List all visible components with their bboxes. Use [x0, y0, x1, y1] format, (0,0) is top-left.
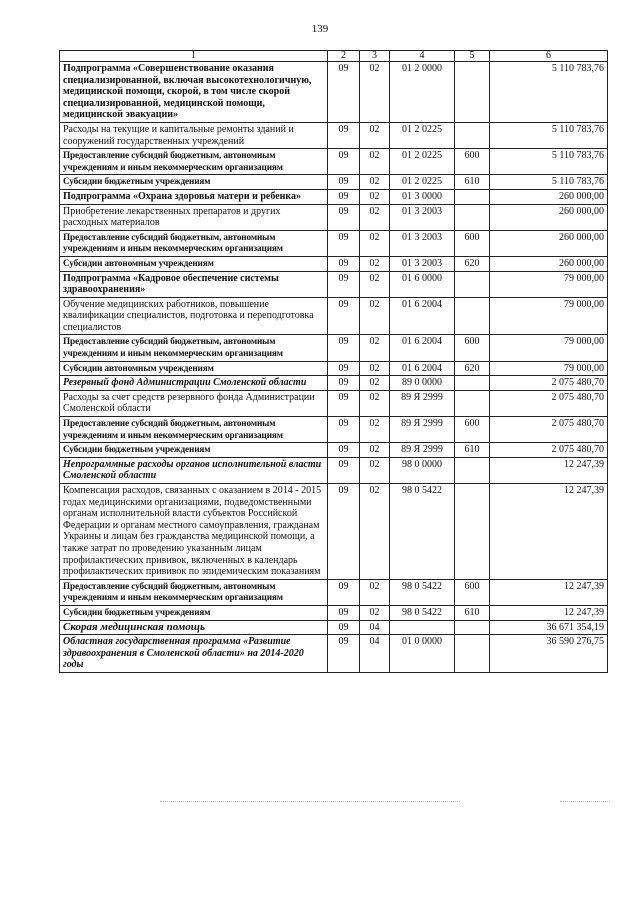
subsection-code-cell: 02	[360, 443, 390, 458]
table-header-row	[60, 51, 608, 62]
amount-cell: 260 000,00	[490, 230, 608, 256]
subsection-code-cell: 02	[360, 579, 390, 605]
subsection-code-cell: 04	[360, 620, 390, 635]
header-cell: 3	[360, 51, 390, 62]
amount-cell: 79 000,00	[490, 361, 608, 376]
section-code-cell: 09	[328, 122, 360, 148]
target-article-cell: 01 3 2003	[390, 204, 455, 230]
target-article-cell: 01 3 0000	[390, 189, 455, 204]
amount-cell: 36 590 276,75	[490, 635, 608, 673]
scan-artifact-line	[160, 801, 460, 802]
expense-type-cell	[455, 204, 490, 230]
section-code-cell: 09	[328, 361, 360, 376]
row-name-cell: Субсидии бюджетным учреждениям	[60, 443, 328, 458]
section-code-cell: 09	[328, 417, 360, 443]
subsection-code-cell: 02	[360, 417, 390, 443]
amount-cell: 79 000,00	[490, 271, 608, 297]
scan-artifact-line	[560, 801, 610, 802]
row-name-cell: Подпрограмма «Охрана здоровья матери и ребенка»	[60, 189, 328, 204]
expense-type-cell	[455, 376, 490, 391]
row-name-cell: Компенсация расходов, связанных с оказанием в 2014 - 2015 годах медицинскими организациями, подведомственными органам исполнительной власти субъектов Российской Федерации и органам местного самоуправления, гражданам Украины и лицам без гражданства медицинской помощи, а также затрат по проведению указанным лицам профилактических прививок, включенных в календарь профилактических прививок по эпидемическим показаниям	[60, 484, 328, 580]
section-code-cell: 09	[328, 620, 360, 635]
subsection-code-cell: 02	[360, 376, 390, 391]
expense-type-cell	[455, 297, 490, 335]
row-name-cell: Приобретение лекарственных препаратов и других расходных материалов	[60, 204, 328, 230]
section-code-cell: 09	[328, 149, 360, 175]
expense-type-cell: 610	[455, 175, 490, 190]
section-code-cell: 09	[328, 204, 360, 230]
amount-cell: 5 110 783,76	[490, 122, 608, 148]
target-article-cell: 98 0 5422	[390, 484, 455, 580]
section-code-cell: 09	[328, 443, 360, 458]
subsection-code-cell: 02	[360, 189, 390, 204]
expense-type-cell: 620	[455, 256, 490, 271]
subsection-code-cell: 02	[360, 361, 390, 376]
section-code-cell: 09	[328, 635, 360, 673]
amount-cell: 79 000,00	[490, 297, 608, 335]
expense-type-cell	[455, 620, 490, 635]
row-name-cell: Обучение медицинских работников, повышение квалификации специалистов, подготовка и переподготовка специалистов	[60, 297, 328, 335]
expense-type-cell: 600	[455, 230, 490, 256]
subsection-code-cell: 02	[360, 149, 390, 175]
table-row	[60, 335, 608, 361]
amount-cell: 5 110 783,76	[490, 149, 608, 175]
subsection-code-cell: 02	[360, 230, 390, 256]
amount-cell: 2 075 480,70	[490, 376, 608, 391]
table-row	[60, 122, 608, 148]
subsection-code-cell: 02	[360, 175, 390, 190]
table-row	[60, 62, 608, 123]
expense-type-cell: 600	[455, 579, 490, 605]
row-name-cell: Субсидии бюджетным учреждениям	[60, 605, 328, 620]
target-article-cell: 01 2 0225	[390, 175, 455, 190]
subsection-code-cell: 02	[360, 256, 390, 271]
target-article-cell: 89 0 0000	[390, 376, 455, 391]
table-row	[60, 376, 608, 391]
section-code-cell: 09	[328, 605, 360, 620]
subsection-code-cell: 02	[360, 297, 390, 335]
expense-type-cell	[455, 484, 490, 580]
table-row	[60, 484, 608, 580]
table-row	[60, 204, 608, 230]
amount-cell: 260 000,00	[490, 189, 608, 204]
target-article-cell: 01 2 0000	[390, 62, 455, 123]
expense-type-cell: 610	[455, 605, 490, 620]
section-code-cell: 09	[328, 271, 360, 297]
row-name-cell: Подпрограмма «Кадровое обеспечение системы здравоохранения»	[60, 271, 328, 297]
table-row	[60, 390, 608, 416]
target-article-cell: 89 Я 2999	[390, 390, 455, 416]
expense-type-cell: 600	[455, 417, 490, 443]
header-cell: 5	[455, 51, 490, 62]
section-code-cell: 09	[328, 457, 360, 483]
page-number: 139	[311, 23, 329, 35]
row-name-cell: Расходы на текущие и капитальные ремонты зданий и сооружений государственных учреждений	[60, 122, 328, 148]
table-row	[60, 175, 608, 190]
subsection-code-cell: 02	[360, 335, 390, 361]
expense-type-cell	[455, 271, 490, 297]
section-code-cell: 09	[328, 390, 360, 416]
subsection-code-cell: 02	[360, 457, 390, 483]
expense-type-cell: 610	[455, 443, 490, 458]
section-code-cell: 09	[328, 484, 360, 580]
target-article-cell: 89 Я 2999	[390, 443, 455, 458]
section-code-cell: 09	[328, 376, 360, 391]
row-name-cell: Субсидии автономным учреждениям	[60, 361, 328, 376]
expense-type-cell	[455, 122, 490, 148]
table-row	[60, 149, 608, 175]
target-article-cell	[390, 620, 455, 635]
amount-cell: 12 247,39	[490, 457, 608, 483]
row-name-cell: Субсидии автономным учреждениям	[60, 256, 328, 271]
subsection-code-cell: 04	[360, 635, 390, 673]
amount-cell: 2 075 480,70	[490, 443, 608, 458]
expense-type-cell	[455, 189, 490, 204]
amount-cell: 2 075 480,70	[490, 390, 608, 416]
amount-cell: 5 110 783,76	[490, 175, 608, 190]
target-article-cell: 89 Я 2999	[390, 417, 455, 443]
expense-type-cell	[455, 635, 490, 673]
budget-table	[59, 50, 608, 673]
section-code-cell: 09	[328, 230, 360, 256]
table-row	[60, 605, 608, 620]
row-name-cell: Скорая медицинская помощь	[60, 620, 328, 635]
section-code-cell: 09	[328, 175, 360, 190]
table-row	[60, 443, 608, 458]
subsection-code-cell: 02	[360, 390, 390, 416]
table-row	[60, 620, 608, 635]
row-name-cell: Субсидии бюджетным учреждениям	[60, 175, 328, 190]
target-article-cell: 01 2 0225	[390, 122, 455, 148]
target-article-cell: 01 3 2003	[390, 256, 455, 271]
amount-cell: 12 247,39	[490, 484, 608, 580]
subsection-code-cell: 02	[360, 62, 390, 123]
header-cell: 6	[490, 51, 608, 62]
table-row	[60, 256, 608, 271]
section-code-cell: 09	[328, 579, 360, 605]
row-name-cell: Подпрограмма «Совершенствование оказания специализированной, включая высокотехнологичную, медицинской помощи, скорой, в том числе скорой специализированной, медицинской помощи, медицинской эвакуации»	[60, 62, 328, 123]
subsection-code-cell: 02	[360, 484, 390, 580]
expense-type-cell	[455, 62, 490, 123]
amount-cell: 12 247,39	[490, 605, 608, 620]
target-article-cell: 01 6 2004	[390, 335, 455, 361]
table-row	[60, 417, 608, 443]
subsection-code-cell: 02	[360, 204, 390, 230]
expense-type-cell: 600	[455, 149, 490, 175]
table-row	[60, 635, 608, 673]
table-row	[60, 271, 608, 297]
subsection-code-cell: 02	[360, 271, 390, 297]
amount-cell: 12 247,39	[490, 579, 608, 605]
section-code-cell: 09	[328, 335, 360, 361]
section-code-cell: 09	[328, 189, 360, 204]
table-row	[60, 579, 608, 605]
header-cell: 2	[328, 51, 360, 62]
expense-type-cell: 600	[455, 335, 490, 361]
subsection-code-cell: 02	[360, 605, 390, 620]
row-name-cell: Непрограммные расходы органов исполнительной власти Смоленской области	[60, 457, 328, 483]
subsection-code-cell: 02	[360, 122, 390, 148]
row-name-cell: Предоставление субсидий бюджетным, автономным учреждениям и иным некоммерческим организациям	[60, 149, 328, 175]
section-code-cell: 09	[328, 62, 360, 123]
amount-cell: 5 110 783,76	[490, 62, 608, 123]
table-row	[60, 457, 608, 483]
expense-type-cell: 620	[455, 361, 490, 376]
amount-cell: 260 000,00	[490, 256, 608, 271]
amount-cell: 36 671 354,19	[490, 620, 608, 635]
amount-cell: 2 075 480,70	[490, 417, 608, 443]
table-row	[60, 361, 608, 376]
target-article-cell: 98 0 0000	[390, 457, 455, 483]
section-code-cell: 09	[328, 256, 360, 271]
target-article-cell: 98 0 5422	[390, 579, 455, 605]
target-article-cell: 01 6 2004	[390, 361, 455, 376]
amount-cell: 260 000,00	[490, 204, 608, 230]
row-name-cell: Предоставление субсидий бюджетным, автономным учреждениям и иным некоммерческим организациям	[60, 335, 328, 361]
row-name-cell: Резервный фонд Администрации Смоленской области	[60, 376, 328, 391]
row-name-cell: Предоставление субсидий бюджетным, автономным учреждениям и иным некоммерческим организациям	[60, 579, 328, 605]
target-article-cell: 01 2 0225	[390, 149, 455, 175]
target-article-cell: 01 6 0000	[390, 271, 455, 297]
expense-type-cell	[455, 457, 490, 483]
table-row	[60, 297, 608, 335]
target-article-cell: 01 6 2004	[390, 297, 455, 335]
header-cell: 1	[60, 51, 328, 62]
header-cell: 4	[390, 51, 455, 62]
target-article-cell: 01 0 0000	[390, 635, 455, 673]
expense-type-cell	[455, 390, 490, 416]
row-name-cell: Предоставление субсидий бюджетным, автономным учреждениям и иным некоммерческим организациям	[60, 230, 328, 256]
amount-cell: 79 000,00	[490, 335, 608, 361]
table-row	[60, 189, 608, 204]
target-article-cell: 98 0 5422	[390, 605, 455, 620]
section-code-cell: 09	[328, 297, 360, 335]
target-article-cell: 01 3 2003	[390, 230, 455, 256]
row-name-cell: Областная государственная программа «Развитие здравоохранения в Смоленской области» на 2014-2020 годы	[60, 635, 328, 673]
row-name-cell: Расходы за счет средств резервного фонда Администрации Смоленской области	[60, 390, 328, 416]
table-row	[60, 230, 608, 256]
row-name-cell: Предоставление субсидий бюджетным, автономным учреждениям и иным некоммерческим организациям	[60, 417, 328, 443]
